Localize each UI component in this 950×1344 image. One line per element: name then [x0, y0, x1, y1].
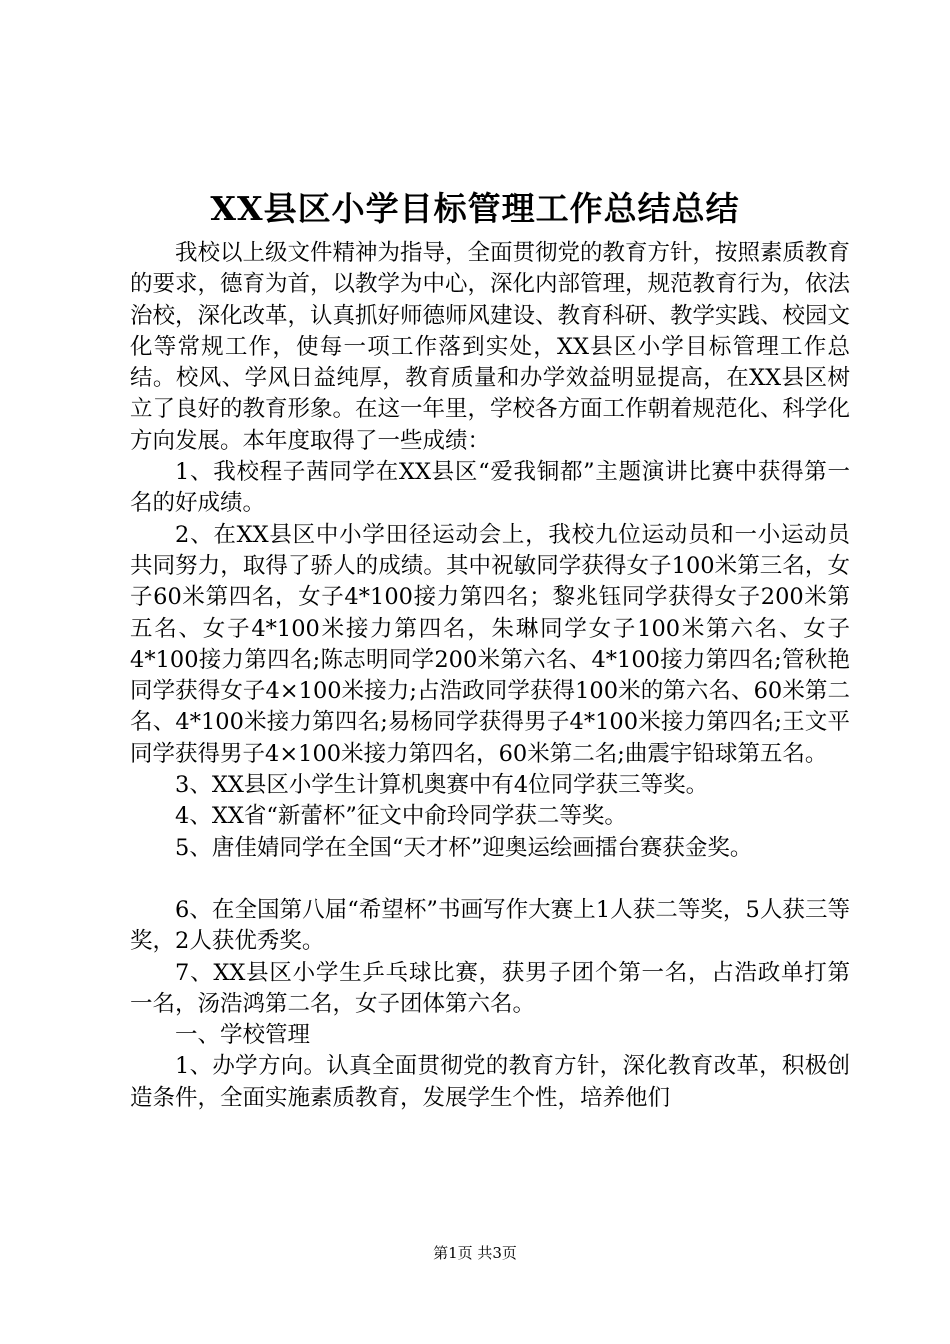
school-management-item-1: 1、办学方向。认真全面贯彻党的教育方针，深化教育改革，积极创造条件，全面实施素质教育，发展学生个性，培养他们	[130, 1053, 850, 1111]
achievement-item-3: 3、XX县区小学生计算机奥赛中有4位同学获三等奖。	[175, 772, 709, 799]
achievement-item-7: 7、XX县区小学生乒乓球比赛，获男子团个第一名，占浩政单打第一名，汤浩鸿第二名，女子团体第六名。	[130, 959, 850, 1017]
section-heading-school-management: 一、学校管理	[175, 1022, 311, 1049]
document-title: XX县区小学目标管理工作总结总结	[210, 189, 740, 228]
intro-paragraph: 我校以上级文件精神为指导，全面贯彻党的教育方针，按照素质教育的要求，德育为首，以教学为中心，深化内部管理，规范教育行为，依法治校，深化改革，认真抓好师德师风建设、教育科研、教学实践、校园文化等常规工作，使每一项工作落到实处，XX县区小学目标管理工作总结。校风、学风日益纯厚，教育质量和办学效益明显提高，在XX县区树立了良好的教育形象。在这一年里，学校各方面工作朝着规范化、科学化方向发展。本年度取得了一些成绩：	[130, 240, 851, 454]
page-number-footer: 第1页 共3页	[433, 1244, 517, 1262]
achievement-item-5: 5、唐佳婧同学在全国“天才杯”迎奥运绘画擂台赛获金奖。	[175, 834, 753, 861]
document-body	[130, 238, 850, 1114]
achievement-item-4: 4、XX省“新蕾杯”征文中俞玲同学获二等奖。	[175, 803, 627, 830]
achievement-item-2: 2、在XX县区中小学田径运动会上，我校九位运动员和一小运动员共同努力，取得了骄人的成绩。其中祝敏同学获得女子100米第三名，女子60米第四名，女子4*100接力第四名；黎兆钰同学获得女子200米第五名、女子4*100米接力第四名，朱琳同学女子100米第六名、女子4*100接力第四名;陈志明同学200米第六名、4*100接力第四名;管秋艳同学获得女子4×100米接力;占浩政同学获得100米的第六名、60米第二名、4*100米接力第四名;易杨同学获得男子4*100米接力第四名;王文平同学获得男子4×100米接力第四名，60米第二名;曲震宇铅球第五名。	[130, 521, 850, 767]
achievement-item-1: 1、我校程子茜同学在XX县区“爱我铜都”主题演讲比赛中获得第一名的好成绩。	[130, 459, 850, 517]
achievement-item-6: 6、在全国第八届“希望杯”书画写作大赛上1人获二等奖，5人获三等奖，2人获优秀奖。	[130, 896, 850, 955]
